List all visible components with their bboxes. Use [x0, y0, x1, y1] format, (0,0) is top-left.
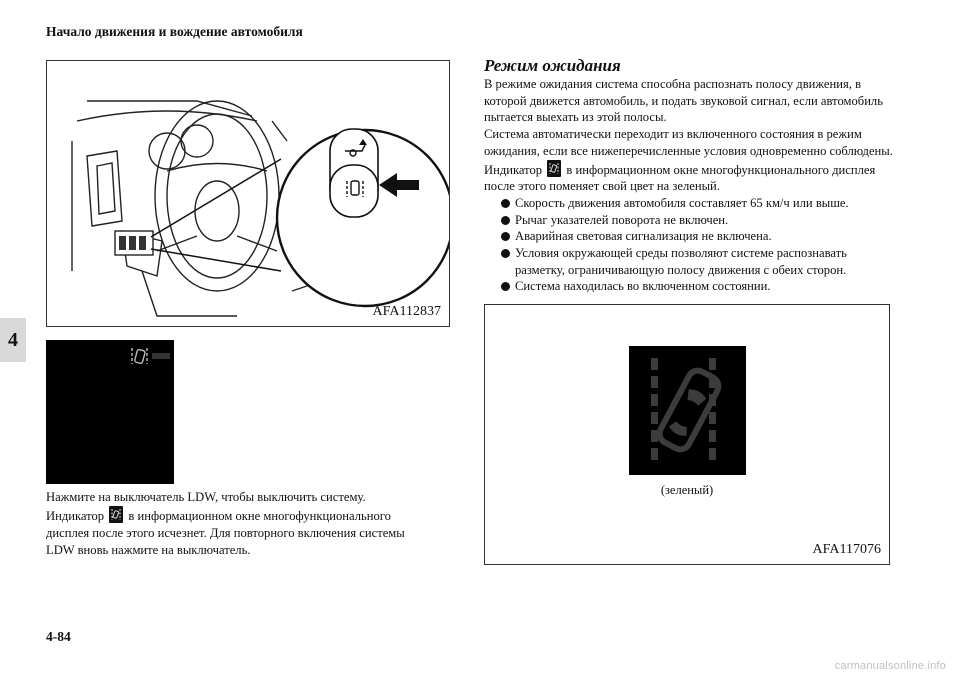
chapter-tab: 4 — [0, 318, 26, 362]
figure-code: AFA112837 — [372, 304, 441, 319]
ldw-off-paragraph — [46, 489, 446, 559]
text-span: в информационном окне многофункционального — [128, 509, 391, 523]
text-span: Система автоматически переходит из включенного состояния в режим ожидания, если все нижеперечисленные условия одновременно соблюдены. Индикатор — [484, 127, 893, 177]
section-title: Режим ожидания — [484, 56, 621, 75]
list-item: Скорость движения автомобиля составляет 65 км/ч или выше. — [484, 195, 894, 212]
lane-departure-indicator-icon — [629, 346, 746, 475]
list-item: Аварийная световая сигнализация не включена. — [484, 228, 894, 245]
indicator-panel — [46, 340, 174, 484]
lane-departure-indicator-icon — [547, 160, 561, 177]
text-span: Индикатор — [46, 509, 105, 523]
text-line — [46, 506, 446, 525]
intro-paragraph: В режиме ожидания система способна распознать полосу движения, в которой движется автомобиль, и подать звуковой сигнал, если автомобиль пытается выехать из этой полосы. — [484, 77, 883, 125]
dashboard-illustration — [46, 60, 450, 327]
list-item: Рычаг указателей поворота не включен. — [484, 212, 894, 229]
text-span: в информационном окне многофункционального дисплея после этого поменяет свой цвет на зеленый. — [484, 162, 876, 194]
auto-standby-paragraph — [484, 126, 894, 195]
list-item: Условия окружающей среды позволяют системе распознавать разметку, ограничивающую полосу движения с обеих сторон. — [484, 245, 894, 278]
text-line: дисплея после этого исчезнет. Для повторного включения системы — [46, 526, 405, 540]
green-indicator-figure — [484, 304, 890, 565]
indicator-display — [629, 346, 746, 475]
conditions-list — [484, 195, 894, 295]
running-header: Начало движения и вождение автомобиля — [46, 24, 303, 39]
lane-departure-indicator-icon — [46, 340, 174, 484]
switch-panel-icon — [115, 231, 153, 255]
text-line: Нажмите на выключатель LDW, чтобы выключить систему. — [46, 490, 366, 504]
figure-code: AFA117076 — [812, 542, 881, 557]
figure-caption: (зеленый) — [660, 483, 714, 497]
page-number: 4-84 — [46, 629, 71, 644]
text-line: LDW вновь нажмите на выключатель. — [46, 543, 251, 557]
watermark: carmanualsonline.info — [834, 660, 946, 672]
list-item: Система находилась во включенном состоянии. — [484, 278, 894, 295]
steering-wheel-icon — [47, 61, 449, 326]
section-body — [484, 76, 894, 295]
lane-departure-indicator-icon — [109, 506, 123, 523]
